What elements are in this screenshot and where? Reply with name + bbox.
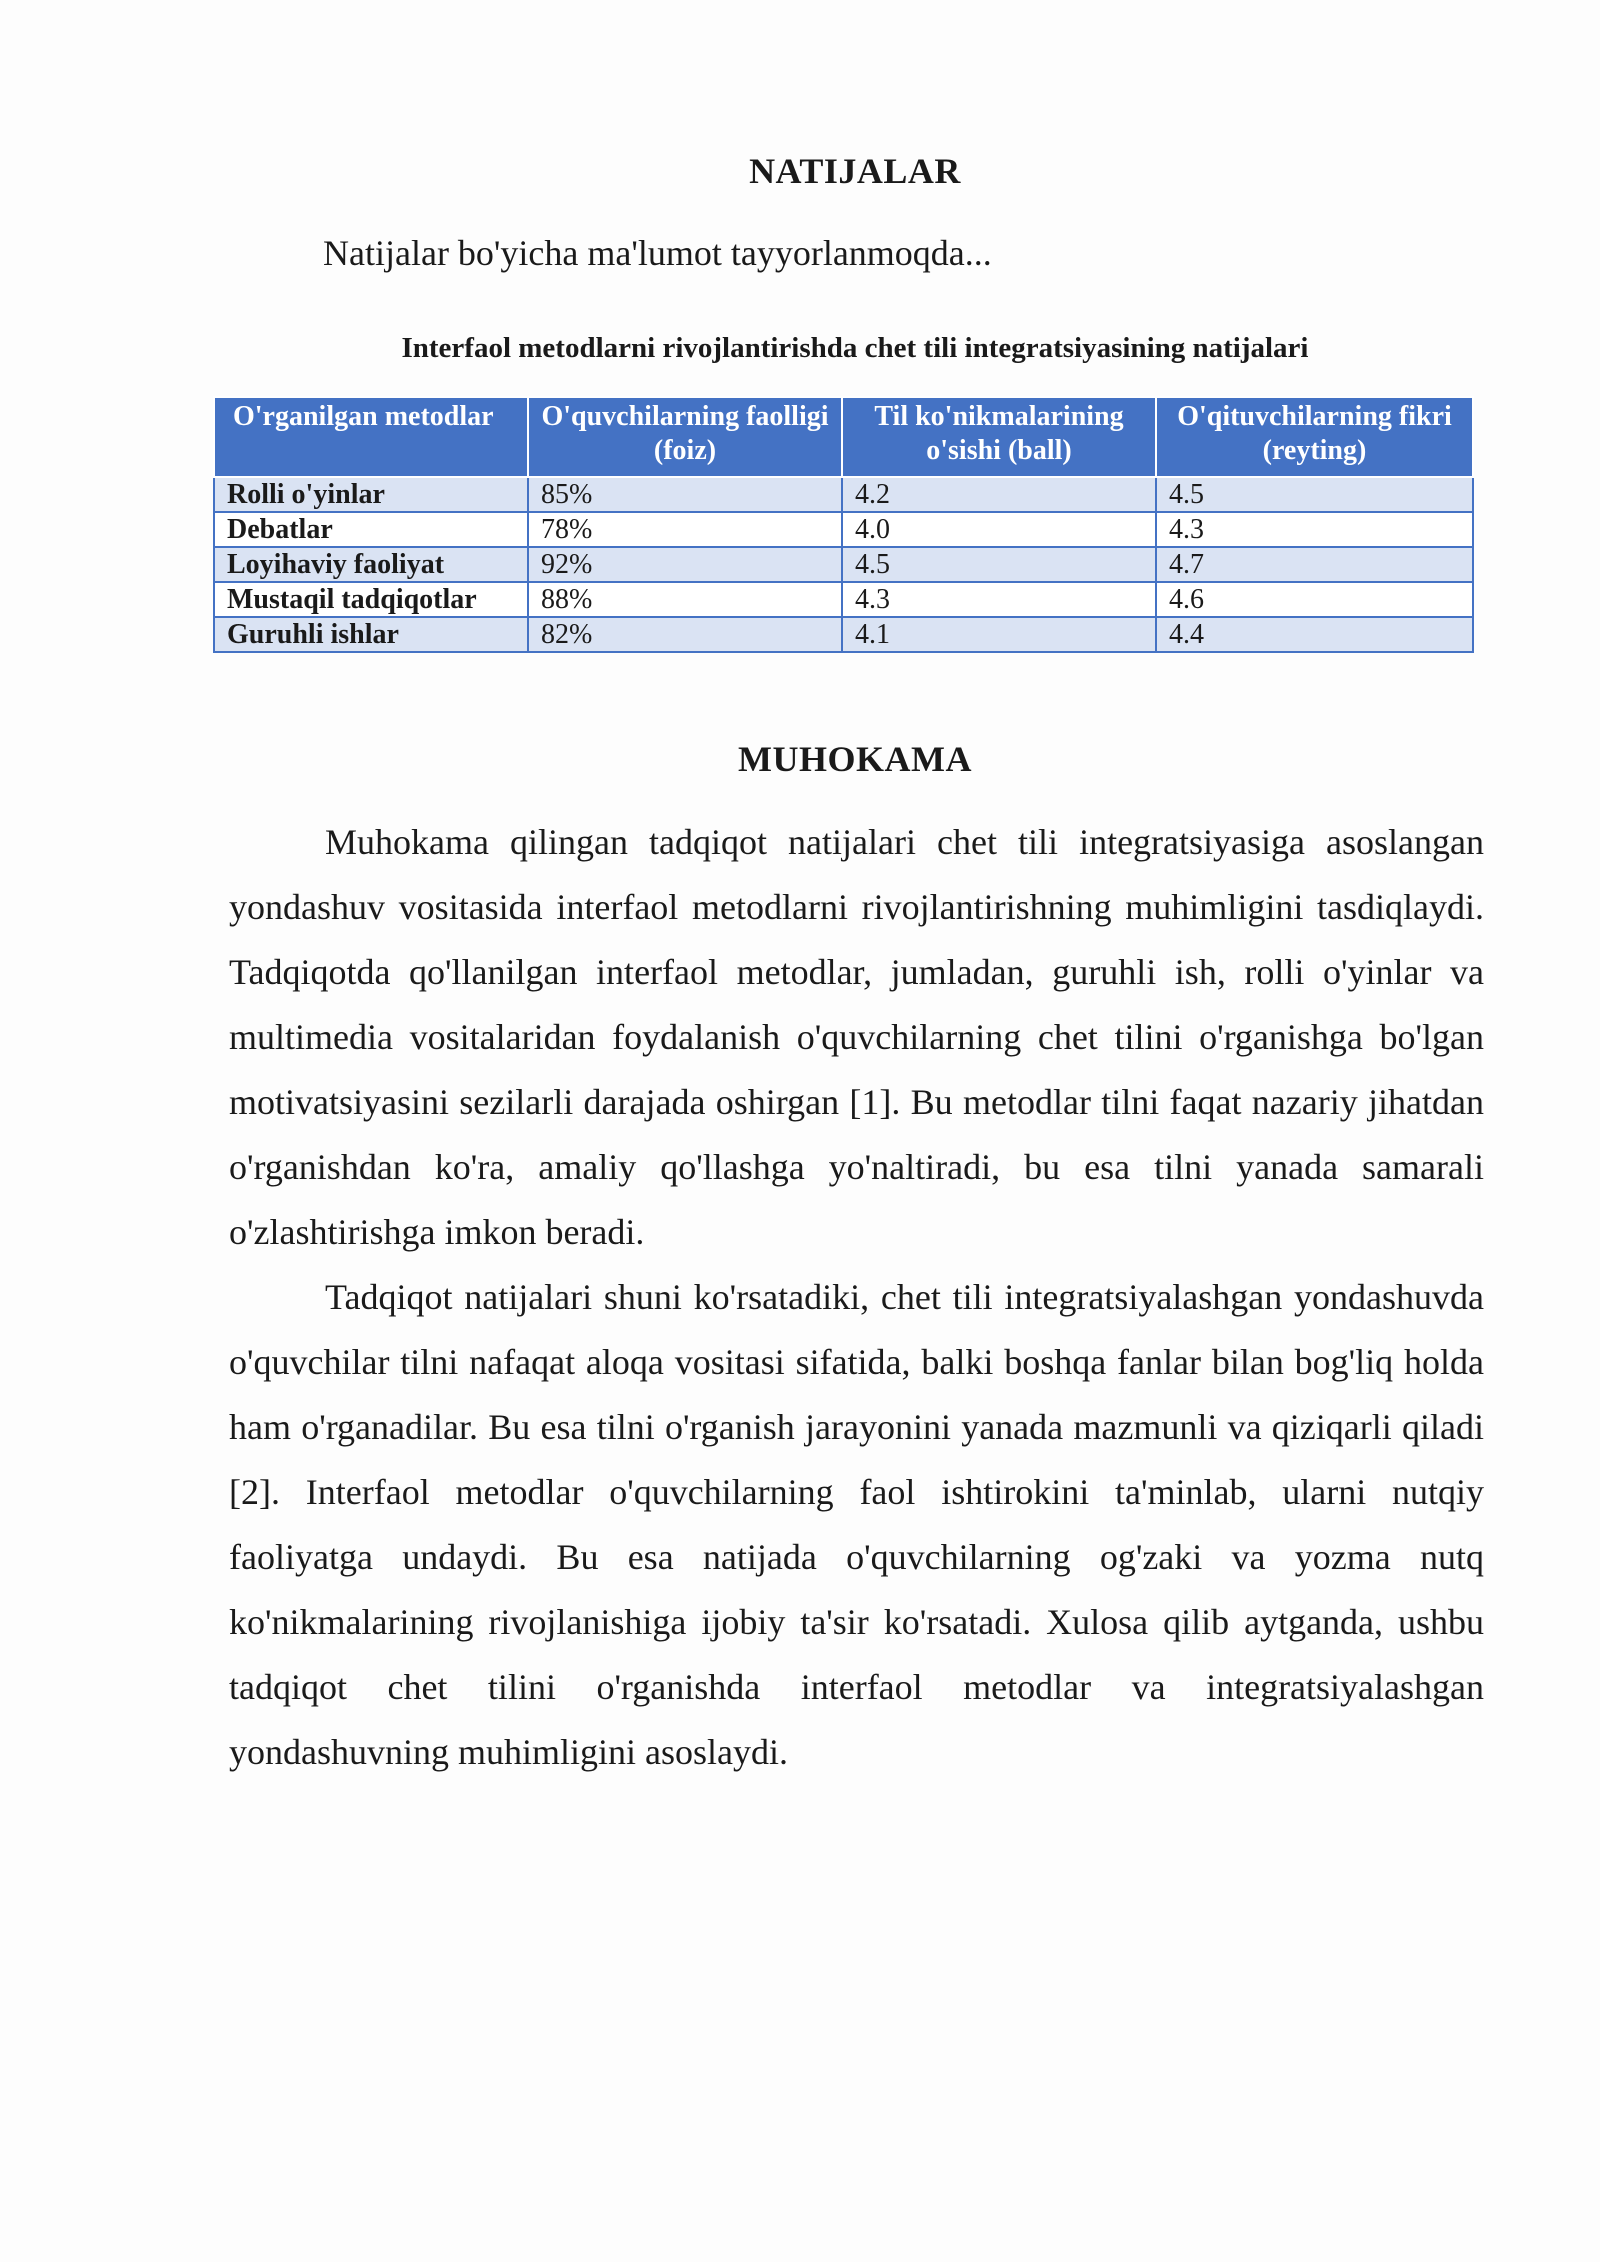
table-row <box>214 477 1473 512</box>
method-cell: Mustaqil tadqiqotlar <box>214 582 528 617</box>
table-row <box>214 582 1473 617</box>
discussion-paragraph: Muhokama qilingan tadqiqot natijalari chet tili integratsiyasiga asoslangan yondashuv vositasida interfaol metodlarni rivojlantirishning muhimligini tasdiqlaydi. Tadqiqotda qo'llanilgan interfaol metodlar, jumladan, guruhli ish, rolli o'yinlar va multimedia vositalaridan foydalanish o'quvchilarning chet tilini o'rganishga bo'lgan motivatsiyasini sezilarli darajada oshirgan [1]. Bu metodlar tilni faqat nazariy jihatdan o'rganishdan ko'ra, amaliy qo'llashga yo'naltiradi, bu esa tilni yanada samarali o'zlashtirishga imkon beradi. <box>229 822 1484 1252</box>
table-caption: Interfaol metodlarni rivojlantirishda chet tili integratsiyasining natijalari <box>401 332 1309 364</box>
rating-cell: 4.7 <box>1156 547 1473 582</box>
table-header-row <box>214 397 1473 477</box>
method-cell: Debatlar <box>214 512 528 547</box>
method-cell: Rolli o'yinlar <box>214 477 528 512</box>
results-table <box>213 396 1474 653</box>
column-header-teacher-rating: O'qituvchilarning fikri (reyting) <box>1156 397 1473 477</box>
activity-cell: 92% <box>528 547 842 582</box>
skills-cell: 4.3 <box>842 582 1156 617</box>
rating-cell: 4.4 <box>1156 617 1473 652</box>
rating-cell: 4.6 <box>1156 582 1473 617</box>
skills-cell: 4.5 <box>842 547 1156 582</box>
activity-cell: 82% <box>528 617 842 652</box>
activity-cell: 78% <box>528 512 842 547</box>
table-row <box>214 547 1473 582</box>
rating-cell: 4.3 <box>1156 512 1473 547</box>
discussion-heading: MUHOKAMA <box>738 739 972 779</box>
rating-cell: 4.5 <box>1156 477 1473 512</box>
activity-cell: 85% <box>528 477 842 512</box>
table-row <box>214 617 1473 652</box>
method-cell: Guruhli ishlar <box>214 617 528 652</box>
skills-cell: 4.2 <box>842 477 1156 512</box>
skills-cell: 4.0 <box>842 512 1156 547</box>
column-header-activity: O'quvchilarning faolligi (foiz) <box>528 397 842 477</box>
activity-cell: 88% <box>528 582 842 617</box>
column-header-skills: Til ko'nikmalarining o'sishi (ball) <box>842 397 1156 477</box>
column-header-methods: O'rganilgan metodlar <box>214 397 528 477</box>
results-placeholder-text: Natijalar bo'yicha ma'lumot tayyorlanmoqda... <box>323 233 992 273</box>
skills-cell: 4.1 <box>842 617 1156 652</box>
discussion-paragraph: Tadqiqot natijalari shuni ko'rsatadiki, chet tili integratsiyalashgan yondashuvda o'quvchilar tilni nafaqat aloqa vositasi sifatida, balki boshqa fanlar bilan bog'liq holda ham o'rganadilar. Bu esa tilni o'rganish jarayonini yanada mazmunli va qiziqarli qiladi [2]. Interfaol metodlar o'quvchilarning faol ishtirokini ta'minlab, ularni nutqiy faoliyatga undaydi. Bu esa natijada o'quvchilarning og'zaki va yozma nutq ko'nikmalarining rivojlanishiga ijobiy ta'sir ko'rsatadi. Xulosa qilib aytganda, ushbu tadqiqot chet tilini o'rganishda interfaol metodlar va integratsiyalashgan yondashuvning muhimligini asoslaydi. <box>229 1277 1484 1772</box>
results-heading: NATIJALAR <box>749 151 961 191</box>
method-cell: Loyihaviy faoliyat <box>214 547 528 582</box>
table-row <box>214 512 1473 547</box>
